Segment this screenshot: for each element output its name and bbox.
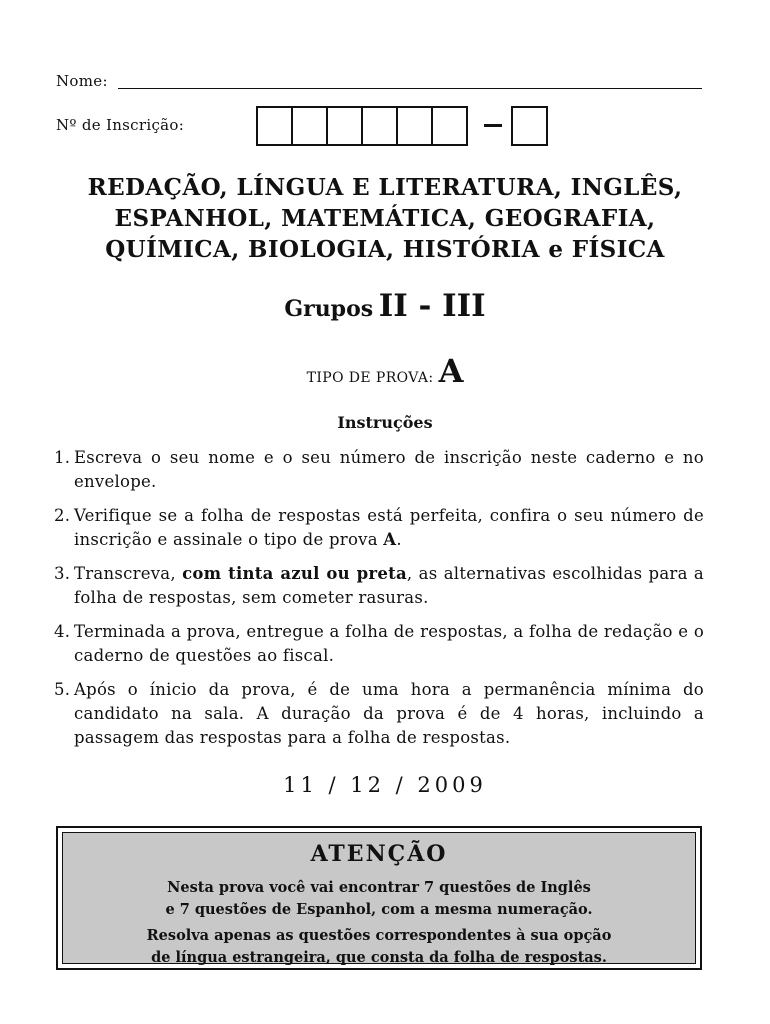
groups-label: Grupos bbox=[284, 296, 374, 322]
instruction-item bbox=[54, 620, 704, 668]
instruction-text: Após o ínicio da prova, é de uma hora a permanência mínima do candidato na sala. A duração da prova é de 4 horas, incluindo a passagem das respostas para a folha de respostas. bbox=[74, 680, 704, 747]
registration-digit-box[interactable] bbox=[362, 106, 397, 146]
attention-title: ATENÇÃO bbox=[310, 841, 448, 867]
attention-line: e 7 questões de Espanhol, com a mesma numeração. bbox=[165, 901, 593, 918]
attention-line: Nesta prova você vai encontrar 7 questões de Inglês bbox=[167, 879, 591, 896]
exam-type-value: A bbox=[438, 352, 464, 390]
registration-dash bbox=[484, 124, 502, 127]
instruction-text: Verifique se a folha de respostas está perfeita, confira o seu número de inscrição e assinale o tipo de prova A. bbox=[74, 506, 704, 549]
instruction-item bbox=[54, 446, 704, 494]
instruction-text: Transcreva, com tinta azul ou preta, as alternativas escolhidas para a folha de respostas, sem cometer rasuras. bbox=[74, 564, 704, 607]
exam-date: 11 / 12 / 2009 bbox=[283, 773, 487, 797]
name-input-line[interactable] bbox=[118, 88, 702, 89]
subjects-title: REDAÇÃO, LÍNGUA E LITERATURA, INGLÊS, ESPANHOL, MATEMÁTICA, GEOGRAFIA, QUÍMICA, BIOLOGIA, HISTÓRIA e FÍSICA bbox=[87, 174, 683, 263]
instructions-list bbox=[54, 446, 704, 760]
registration-number-boxes bbox=[256, 106, 468, 146]
instruction-number: 4. bbox=[54, 622, 71, 641]
instruction-item bbox=[54, 678, 704, 750]
instruction-text: Escreva o seu nome e o seu número de inscrição neste caderno e no envelope. bbox=[74, 448, 704, 491]
attention-line: de língua estrangeira, que consta da folha de respostas. bbox=[151, 949, 607, 966]
registration-digit-box[interactable] bbox=[397, 106, 432, 146]
attention-paragraph-1 bbox=[63, 877, 695, 921]
registration-check-digit-box[interactable] bbox=[511, 106, 548, 146]
groups-line bbox=[0, 288, 770, 324]
instruction-number: 3. bbox=[54, 564, 71, 583]
registration-digit-box[interactable] bbox=[327, 106, 362, 146]
attention-panel bbox=[62, 832, 696, 964]
registration-digit-box[interactable] bbox=[432, 106, 468, 146]
instruction-text: Terminada a prova, entregue a folha de respostas, a folha de redação e o caderno de questões ao fiscal. bbox=[74, 622, 704, 665]
instruction-item bbox=[54, 504, 704, 552]
instruction-number: 2. bbox=[54, 506, 71, 525]
attention-box bbox=[56, 826, 702, 970]
instruction-item bbox=[54, 562, 704, 610]
instructions-heading: Instruções bbox=[337, 413, 433, 432]
groups-value: II - III bbox=[378, 288, 486, 324]
attention-line: Resolva apenas as questões correspondentes à sua opção bbox=[146, 927, 612, 944]
exam-type-label: TIPO DE PROVA: bbox=[306, 370, 434, 386]
instruction-number: 1. bbox=[54, 448, 71, 467]
registration-digit-box[interactable] bbox=[256, 106, 292, 146]
name-label: Nome: bbox=[56, 72, 108, 90]
registration-digit-box[interactable] bbox=[292, 106, 327, 146]
instruction-number: 5. bbox=[54, 680, 71, 699]
attention-paragraph-2 bbox=[63, 925, 695, 969]
registration-label: Nº de Inscrição: bbox=[56, 116, 185, 134]
exam-type-line bbox=[0, 352, 770, 390]
